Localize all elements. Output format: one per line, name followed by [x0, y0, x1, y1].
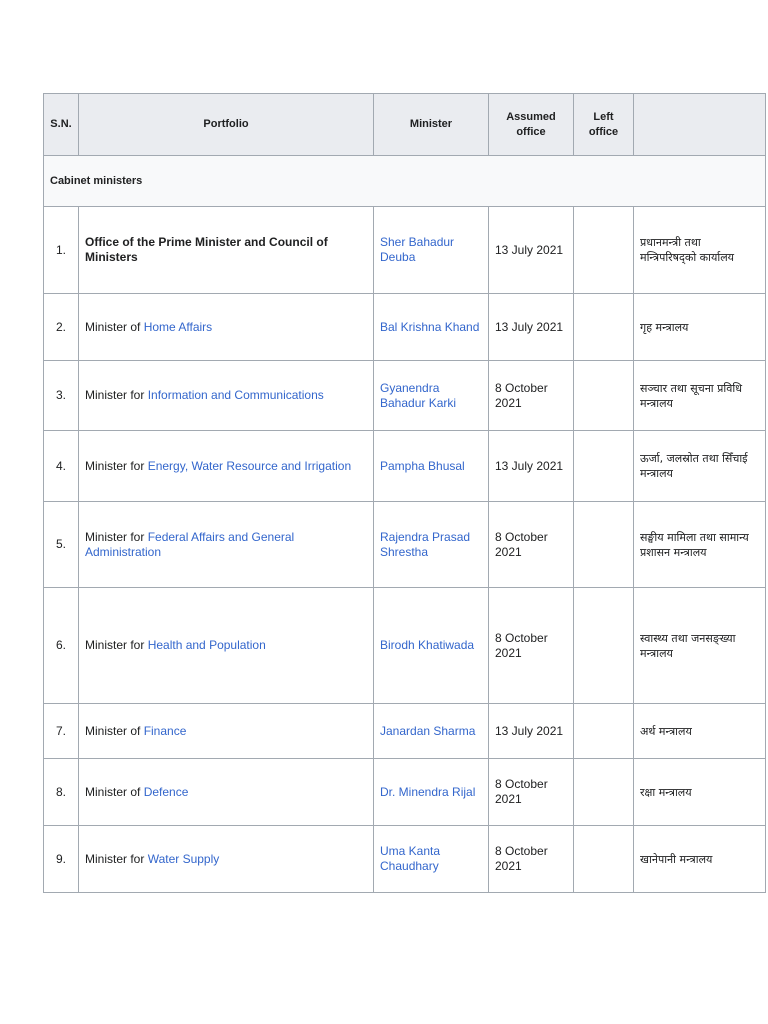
- row-number: 2.: [44, 294, 79, 361]
- table-row: [44, 207, 766, 294]
- header-nepali: [634, 94, 766, 156]
- table-row: [44, 826, 766, 893]
- portfolio-cell: [79, 704, 374, 759]
- portfolio-cell: [79, 826, 374, 893]
- nepali-name-cell: सञ्चार तथा सूचना प्रविधि मन्त्रालय: [634, 361, 766, 431]
- row-number: 1.: [44, 207, 79, 294]
- assumed-office-cell: 13 July 2021: [489, 294, 574, 361]
- portfolio-prefix: Minister for: [85, 638, 148, 652]
- assumed-office-cell: 13 July 2021: [489, 704, 574, 759]
- row-number: 9.: [44, 826, 79, 893]
- nepali-name-cell: गृह मन्त्रालय: [634, 294, 766, 361]
- table-row: [44, 361, 766, 431]
- minister-cell: [374, 431, 489, 502]
- minister-cell: [374, 704, 489, 759]
- table-row: [44, 294, 766, 361]
- nepali-name-cell: ऊर्जा, जलस्रोत तथा सिँचाई मन्त्रालय: [634, 431, 766, 502]
- portfolio-prefix: Minister of: [85, 784, 144, 799]
- portfolio-link[interactable]: Defence: [143, 784, 189, 799]
- portfolio-cell: [79, 207, 374, 294]
- left-office-cell: [574, 502, 634, 588]
- nepali-name-cell: सङ्घीय मामिला तथा सामान्य प्रशासन मन्त्रालय: [634, 502, 766, 588]
- minister-cell: [374, 294, 489, 361]
- nepali-name-cell: स्वास्थ्य तथा जनसङ्ख्या मन्त्रालय: [634, 588, 766, 704]
- header-assumed-office[interactable]: Assumed office: [489, 94, 574, 156]
- assumed-office-cell: 13 July 2021: [489, 431, 574, 502]
- portfolio-prefix: Minister for: [85, 851, 148, 866]
- assumed-office-cell: 13 July 2021: [489, 207, 574, 294]
- group-label: Cabinet ministers: [44, 156, 766, 207]
- minister-link[interactable]: Janardan Sharma: [380, 723, 476, 738]
- assumed-office-cell: 8 October 2021: [489, 826, 574, 893]
- portfolio-prefix: Minister of: [85, 723, 144, 738]
- header-portfolio[interactable]: Portfolio: [79, 94, 374, 156]
- minister-link[interactable]: Uma Kanta Chaudhary: [380, 844, 441, 873]
- left-office-cell: [574, 431, 634, 502]
- row-number: 6.: [44, 588, 79, 704]
- left-office-cell: [574, 759, 634, 826]
- portfolio-cell: [79, 294, 374, 361]
- left-office-cell: [574, 294, 634, 361]
- assumed-office-cell: 8 October 2021: [489, 361, 574, 431]
- table-row: [44, 704, 766, 759]
- cabinet-table: [43, 93, 766, 893]
- group-row: [44, 156, 766, 207]
- minister-link[interactable]: Sher Bahadur Deuba: [380, 235, 455, 264]
- minister-cell: [374, 826, 489, 893]
- nepali-name-cell: अर्थ मन्त्रालय: [634, 704, 766, 759]
- portfolio-link[interactable]: Federal Affairs and General Administration: [85, 529, 295, 559]
- minister-link[interactable]: Birodh Khatiwada: [380, 638, 475, 652]
- minister-link[interactable]: Pampha Bhusal: [380, 458, 465, 473]
- row-number: 3.: [44, 361, 79, 431]
- minister-link[interactable]: Dr. Minendra Rijal: [380, 784, 476, 799]
- minister-link[interactable]: Gyanendra Bahadur Karki: [380, 380, 457, 410]
- minister-cell: [374, 502, 489, 588]
- portfolio-title: Office of the Prime Minister and Council of Ministers: [85, 235, 328, 264]
- portfolio-cell: [79, 588, 374, 704]
- portfolio-link[interactable]: Information and Communications: [147, 388, 324, 402]
- header-sn[interactable]: S.N.: [44, 94, 79, 156]
- portfolio-link[interactable]: Energy, Water Resource and Irrigation: [147, 458, 352, 473]
- minister-cell: [374, 207, 489, 294]
- left-office-cell: [574, 361, 634, 431]
- row-number: 8.: [44, 759, 79, 826]
- portfolio-link[interactable]: Finance: [143, 723, 187, 738]
- minister-link[interactable]: Bal Krishna Khand: [380, 319, 480, 334]
- minister-cell: [374, 361, 489, 431]
- left-office-cell: [574, 704, 634, 759]
- nepali-name-cell: रक्षा मन्त्रालय: [634, 759, 766, 826]
- left-office-cell: [574, 207, 634, 294]
- row-number: 5.: [44, 502, 79, 588]
- assumed-office-cell: 8 October 2021: [489, 759, 574, 826]
- nepali-name-cell: खानेपानी मन्त्रालय: [634, 826, 766, 893]
- portfolio-prefix: Minister for: [85, 529, 148, 544]
- portfolio-cell: [79, 431, 374, 502]
- row-number: 4.: [44, 431, 79, 502]
- portfolio-prefix: Minister for: [85, 458, 148, 473]
- left-office-cell: [574, 588, 634, 704]
- portfolio-link[interactable]: Home Affairs: [143, 319, 213, 334]
- assumed-office-cell: 8 October 2021: [489, 588, 574, 704]
- minister-cell: [374, 588, 489, 704]
- header-left-office[interactable]: Left office: [574, 94, 634, 156]
- portfolio-cell: [79, 361, 374, 431]
- portfolio-prefix: Minister for: [85, 388, 148, 402]
- minister-link[interactable]: Rajendra Prasad Shrestha: [380, 529, 471, 559]
- table-row: [44, 502, 766, 588]
- table-row: [44, 588, 766, 704]
- portfolio-cell: [79, 759, 374, 826]
- portfolio-link[interactable]: Health and Population: [147, 638, 266, 652]
- table-row: [44, 431, 766, 502]
- assumed-office-cell: 8 October 2021: [489, 502, 574, 588]
- row-number: 7.: [44, 704, 79, 759]
- portfolio-cell: [79, 502, 374, 588]
- table-row: [44, 759, 766, 826]
- left-office-cell: [574, 826, 634, 893]
- portfolio-prefix: Minister of: [85, 319, 144, 334]
- minister-cell: [374, 759, 489, 826]
- header-row: [44, 94, 766, 156]
- portfolio-link[interactable]: Water Supply: [147, 851, 220, 866]
- header-minister[interactable]: Minister: [374, 94, 489, 156]
- nepali-name-cell: प्रधानमन्त्री तथा मन्त्रिपरिषद्को कार्यालय: [634, 207, 766, 294]
